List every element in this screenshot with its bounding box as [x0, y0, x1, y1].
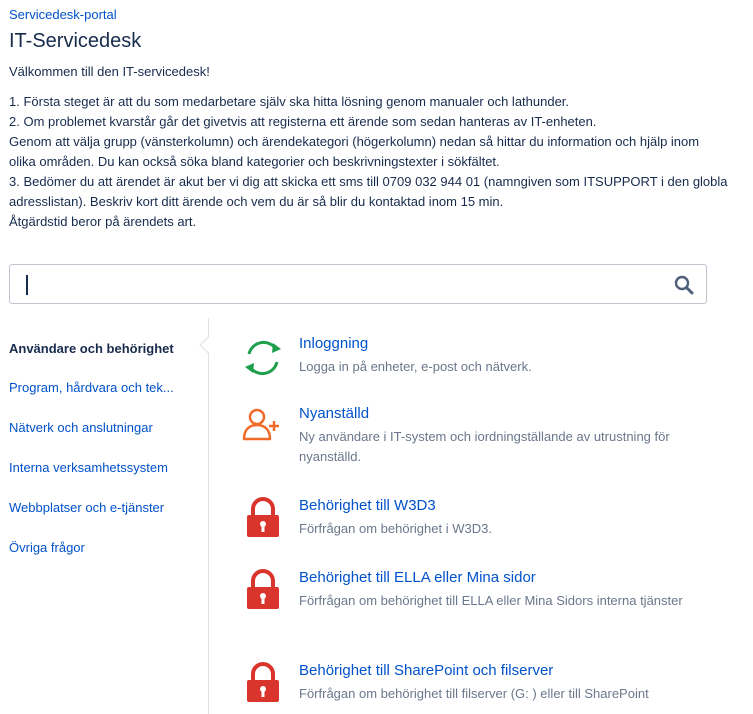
lock-icon [240, 662, 286, 708]
lock-icon [240, 569, 286, 615]
search-icon[interactable] [674, 275, 694, 295]
instruction-line: Åtgärdstid beror på ärendets art. [9, 214, 197, 229]
welcome-text: Välkommen till den IT-servicedesk! [9, 64, 210, 79]
request-type-description: Ny användare i IT-system och iordningställande av utrustning för nyanställd. [299, 429, 670, 464]
request-type-title[interactable]: Behörighet till ELLA eller Mina sidor [299, 569, 536, 586]
request-type-title[interactable]: Behörighet till SharePoint och filserver [299, 662, 554, 679]
request-type-title[interactable]: Inloggning [299, 335, 369, 352]
group-users-permissions[interactable]: Användare och behörighet [9, 341, 174, 356]
request-type-description: Förfrågan om behörighet till ELLA eller Mina Sidors interna tjänster [299, 593, 683, 608]
group-websites[interactable]: Webbplatser och e-tjänster [9, 500, 165, 515]
request-type-description: Logga in på enheter, e-post och nätverk. [299, 359, 532, 374]
sidebar-divider [208, 318, 209, 714]
instructions [9, 92, 729, 232]
group-software-hardware[interactable]: Program, hårdvara och tek... [9, 380, 174, 395]
active-group-notch [200, 337, 217, 354]
instruction-line: 3. Bedömer du att ärendet är akut ber vi dig att skicka ett sms till 0709 032 944 01 (namngiven som ITSUPPORT i den globla adresslistan). Beskriv kort ditt ärende och vem du är så blir du kontaktad inom 15 min. [9, 174, 728, 209]
group-network[interactable]: Nätverk och anslutningar [9, 420, 153, 435]
instruction-line: 1. Första steget är att du som medarbetare själv ska hitta lösning genom manualer och lathunder. [9, 94, 570, 109]
text-caret [26, 275, 28, 295]
request-type-title[interactable]: Nyanställd [299, 405, 370, 422]
search-input[interactable] [20, 271, 664, 299]
request-type-description: Förfrågan om behörighet i W3D3. [299, 521, 492, 536]
request-type-description: Förfrågan om behörighet till filserver (G: ) eller till SharePoint [299, 686, 649, 701]
refresh-icon [240, 335, 286, 381]
breadcrumb[interactable]: Servicedesk-portal [9, 7, 117, 22]
instruction-line: Genom att välja grupp (vänsterkolumn) och ärendekategori (högerkolumn) nedan så hittar du information och hjälp inom olika områden. Du kan också söka bland kategorier och beskrivningstexter i sökfältet. [9, 134, 700, 169]
page-title: IT-Servicedesk [9, 30, 142, 52]
instruction-line: 2. Om problemet kvarstår går det givetvis att registerna ett ärende som sedan hanteras av IT-enheten. [9, 114, 597, 129]
lock-icon [240, 497, 286, 543]
request-type-title[interactable]: Behörighet till W3D3 [299, 497, 436, 514]
add-user-icon [240, 405, 286, 451]
group-other[interactable]: Övriga frågor [9, 540, 85, 555]
group-internal-systems[interactable]: Interna verksamhetssystem [9, 460, 168, 475]
search-box[interactable] [9, 264, 707, 304]
